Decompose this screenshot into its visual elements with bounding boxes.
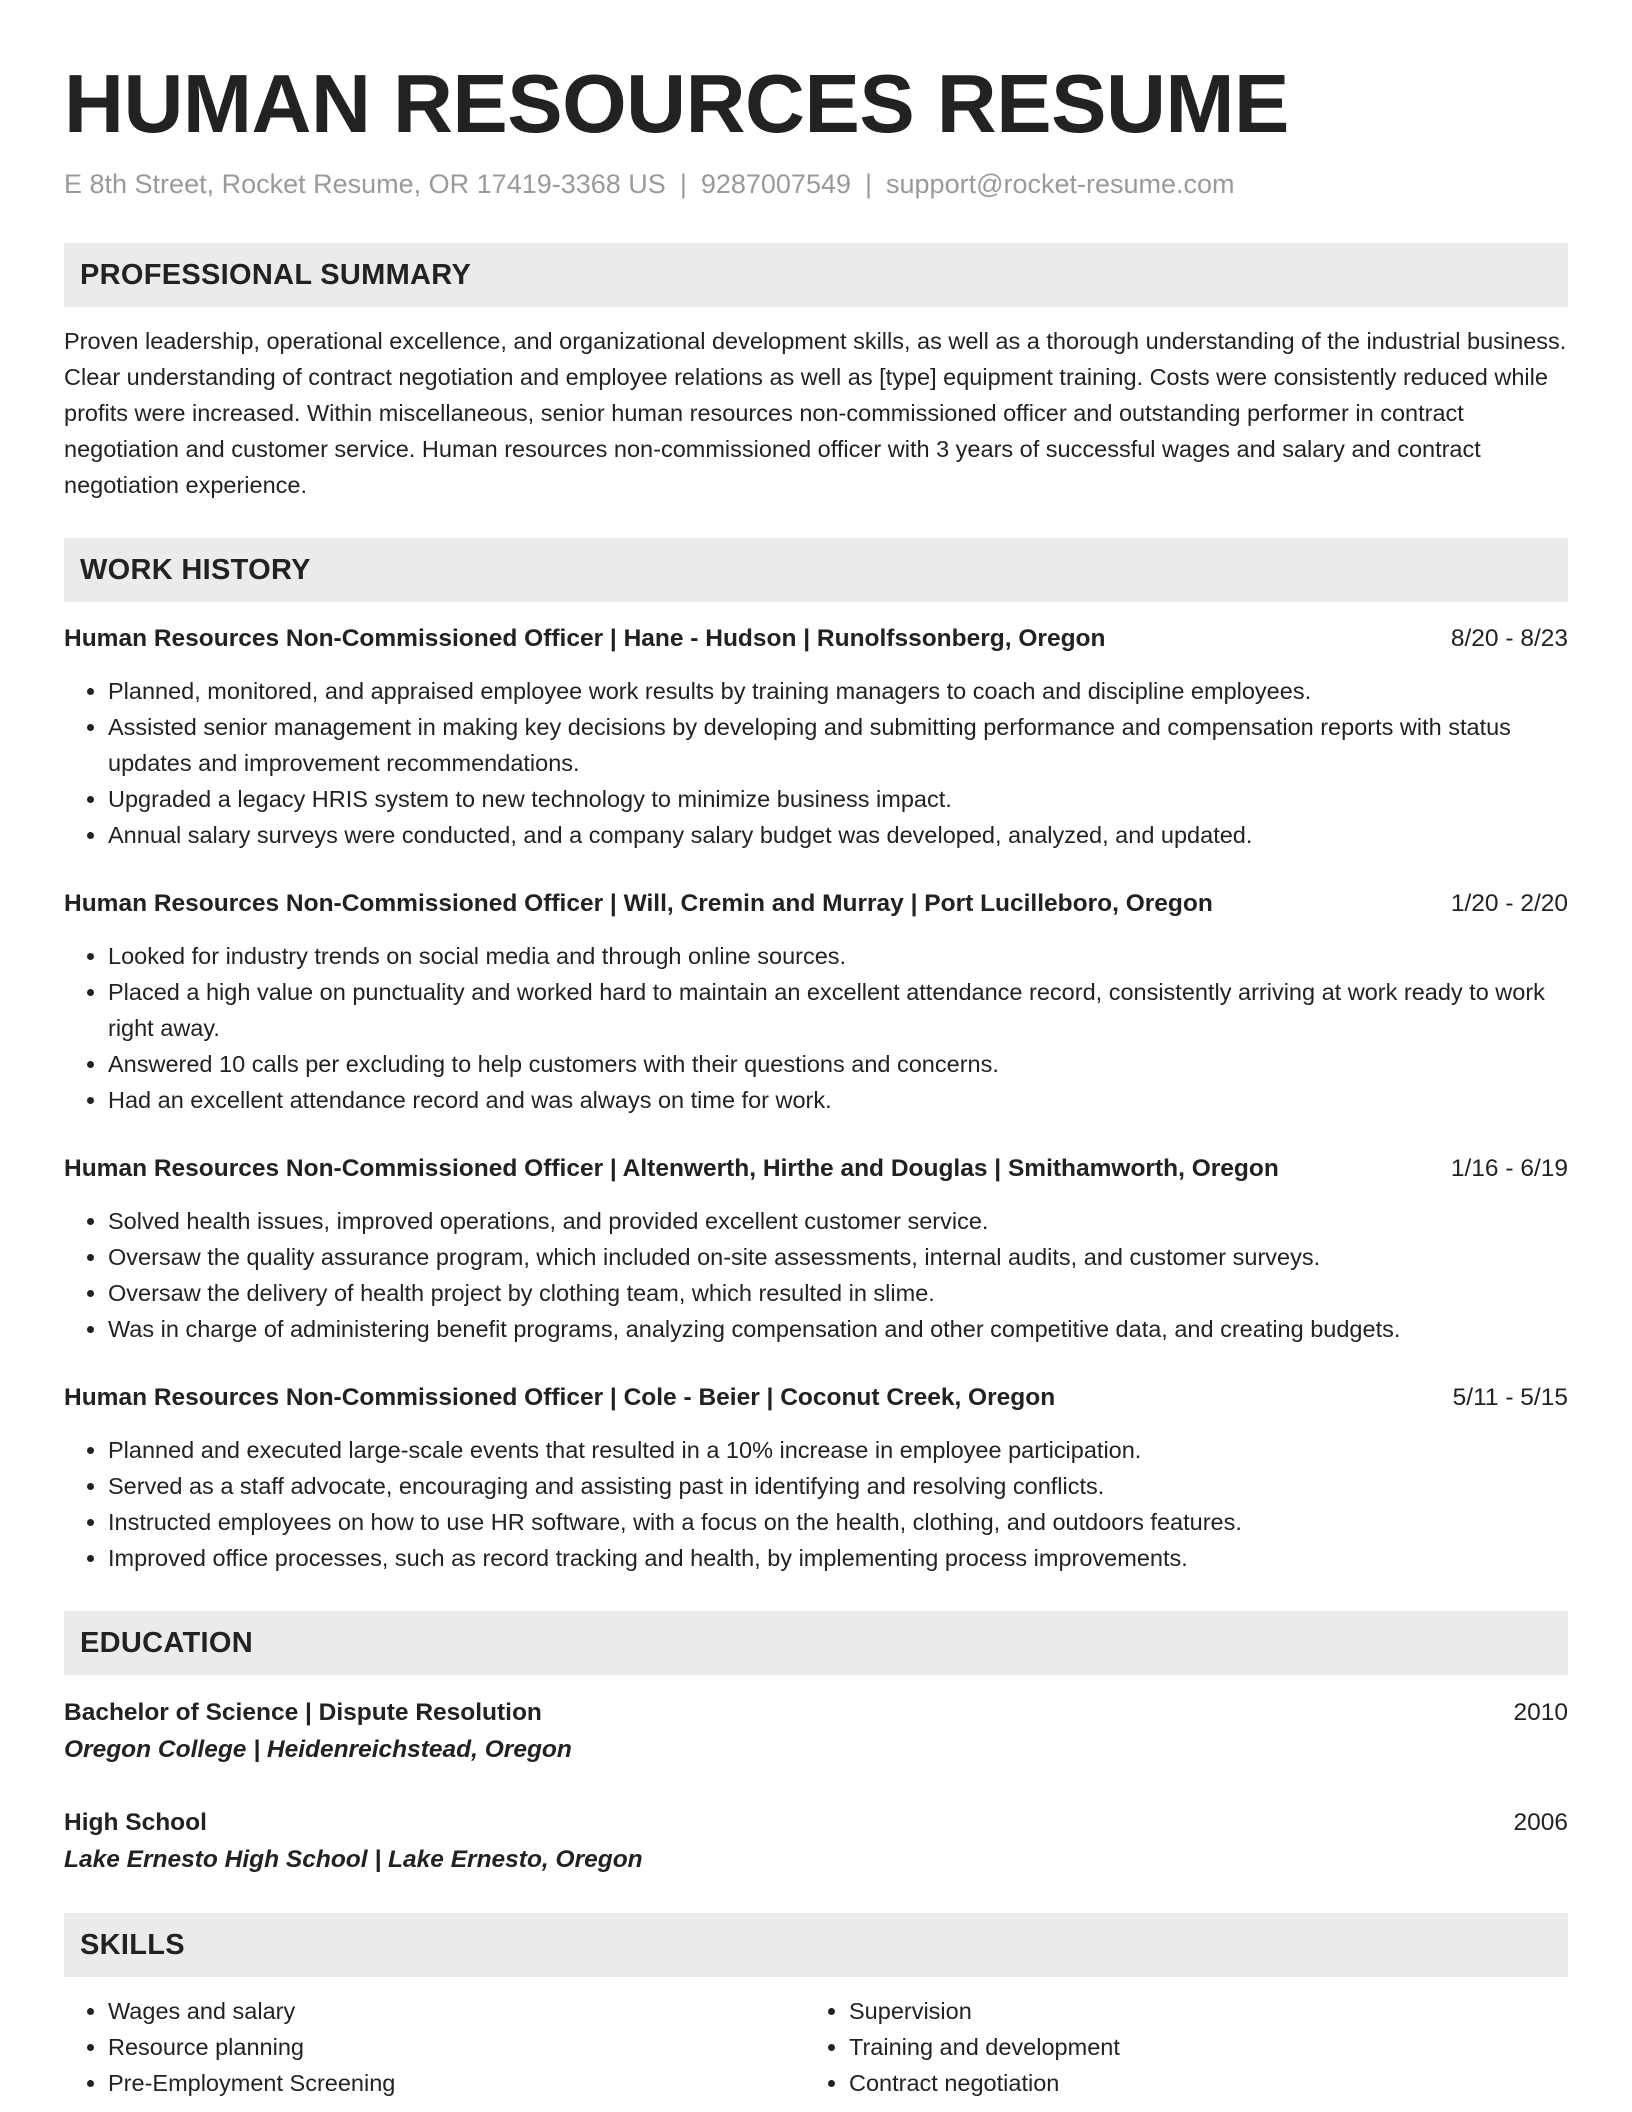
job-bullet: • Solved health issues, improved operations, and provided excellent customer service. [108, 1203, 1568, 1239]
section-header-skills: SKILLS [64, 1913, 1568, 1977]
job-header [64, 1151, 1568, 1187]
job-dates: 1/20 - 2/20 [1450, 890, 1568, 917]
job-bullets [64, 1203, 1568, 1347]
education-degree: Bachelor of Science | Dispute Resolution [64, 1699, 542, 1726]
education-header [64, 1805, 1568, 1841]
education-year: 2006 [1513, 1809, 1568, 1836]
job-bullet: • Improved office processes, such as record tracking and health, by implementing process improvements. [108, 1540, 1568, 1576]
job-entry [64, 1151, 1568, 1347]
resume-title: HUMAN RESOURCES RESUME [64, 57, 1289, 150]
skill-item: • Wages and salary [108, 1993, 805, 2029]
job-bullet: • Oversaw the delivery of health project by clothing team, which resulted in slime. [108, 1275, 1568, 1311]
job-entry [64, 621, 1568, 853]
job-bullet: • Oversaw the quality assurance program, which included on-site assessments, internal audits, and customer surveys. [108, 1239, 1568, 1275]
job-title: Human Resources Non-Commissioned Officer | Hane - Hudson | Runolfssonberg, Oregon [64, 625, 1106, 652]
contact-email: support@rocket-resume.com [886, 169, 1235, 199]
education-degree: High School [64, 1809, 207, 1836]
education-year: 2010 [1513, 1699, 1568, 1726]
education-header [64, 1695, 1568, 1731]
job-dates: 5/11 - 5/15 [1452, 1384, 1568, 1411]
skill-item: • Training and development [849, 2029, 1546, 2065]
skill-item: • Resource planning [108, 2029, 805, 2065]
skill-item: • Supervision [849, 1993, 1546, 2029]
job-bullets [64, 1432, 1568, 1576]
job-header [64, 886, 1568, 922]
job-entry [64, 1380, 1568, 1576]
education-entry [64, 1805, 1568, 1879]
job-title: Human Resources Non-Commissioned Officer | Altenwerth, Hirthe and Douglas | Smithamworth, Oregon [64, 1155, 1279, 1182]
summary-text: Proven leadership, operational excellence, and organizational development skills, as well as a thorough understanding of the industrial business. Clear understanding of contract negotiation and employee relations as well as [type] equipment training. Costs were consistently reduced while profits were increased. Within miscellaneous, senior human resources non-commissioned officer and outstanding performer in contract negotiation and customer service. Human resources non-commissioned officer with 3 years of successful wages and salary and contract negotiation experience. [64, 328, 1567, 498]
contact-line [64, 166, 1568, 202]
job-header [64, 621, 1568, 657]
skills-column-right [805, 1993, 1546, 2101]
job-title: Human Resources Non-Commissioned Officer | Will, Cremin and Murray | Port Lucilleboro, Oregon [64, 890, 1213, 917]
job-bullets [64, 673, 1568, 853]
job-bullet: • Was in charge of administering benefit programs, analyzing compensation and other competitive data, and creating budgets. [108, 1311, 1568, 1347]
section-header-work-history: WORK HISTORY [64, 538, 1568, 602]
job-bullets [64, 938, 1568, 1118]
education-entry [64, 1695, 1568, 1769]
job-entry [64, 886, 1568, 1118]
education-school: Lake Ernesto High School | Lake Ernesto, Oregon [64, 1846, 643, 1873]
skills-grid [64, 1993, 1568, 2101]
job-bullet: • Upgraded a legacy HRIS system to new technology to minimize business impact. [108, 781, 1568, 817]
job-bullet: • Had an excellent attendance record and was always on time for work. [108, 1082, 1568, 1118]
contact-phone: 9287007549 [700, 169, 851, 199]
job-dates: 1/16 - 6/19 [1450, 1155, 1568, 1182]
job-bullet: • Planned, monitored, and appraised employee work results by training managers to coach and discipline employees. [108, 673, 1568, 709]
job-bullet: • Assisted senior management in making key decisions by developing and submitting performance and compensation reports with status updates and improvement recommendations. [108, 709, 1568, 781]
skills-column-left [64, 1993, 805, 2101]
job-header [64, 1380, 1568, 1416]
skill-item: • Contract negotiation [849, 2065, 1546, 2101]
job-bullet: • Served as a staff advocate, encouraging and assisting past in identifying and resolving conflicts. [108, 1468, 1568, 1504]
skill-item: • Pre-Employment Screening [108, 2065, 805, 2101]
contact-address: E 8th Street, Rocket Resume, OR 17419-3368 US [64, 169, 666, 199]
job-title: Human Resources Non-Commissioned Officer | Cole - Beier | Coconut Creek, Oregon [64, 1384, 1056, 1411]
section-header-education: EDUCATION [64, 1611, 1568, 1675]
section-header-summary: PROFESSIONAL SUMMARY [64, 243, 1568, 307]
job-dates: 8/20 - 8/23 [1450, 625, 1568, 652]
job-bullet: • Looked for industry trends on social media and through online sources. [108, 938, 1568, 974]
education-school: Oregon College | Heidenreichstead, Oregon [64, 1736, 572, 1763]
job-bullet: • Instructed employees on how to use HR software, with a focus on the health, clothing, and outdoors features. [108, 1504, 1568, 1540]
job-bullet: • Answered 10 calls per excluding to help customers with their questions and concerns. [108, 1046, 1568, 1082]
job-bullet: • Placed a high value on punctuality and worked hard to maintain an excellent attendance record, consistently arriving at work ready to work right away. [108, 974, 1568, 1046]
contact-separator: | [865, 169, 873, 199]
job-bullet: • Planned and executed large-scale events that resulted in a 10% increase in employee participation. [108, 1432, 1568, 1468]
job-bullet: • Annual salary surveys were conducted, and a company salary budget was developed, analyzed, and updated. [108, 817, 1568, 853]
contact-separator: | [679, 169, 687, 199]
